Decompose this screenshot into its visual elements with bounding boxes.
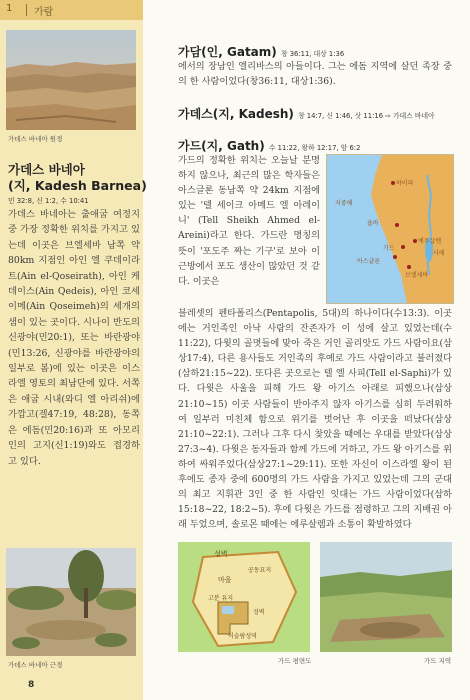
gath-heading: 가드(지, Gath) (178, 139, 265, 153)
gatam-heading: 가담(인, Gatam) (178, 45, 277, 59)
gath-title (178, 137, 360, 154)
map-label-ashkelon: 아스글론 (357, 258, 381, 265)
gath-refs: 수 11:22, 왕하 12:17, 암 6:2 (268, 144, 361, 152)
section-tab (0, 0, 143, 20)
section-name: 가람 (34, 7, 54, 18)
map-label-jerusalem: 예루살렘 (418, 238, 442, 245)
site-plan-mosque: 이슬람성역 (228, 633, 257, 640)
gatam-title (178, 43, 344, 60)
site-plan-tomb: 고분 유지 (208, 595, 234, 602)
photo1-caption: 가데스 바네아 원경 (8, 135, 63, 143)
site-plan-caption: 가드 평면도 (278, 657, 312, 665)
site-plan-village: 마을 (218, 576, 232, 584)
gath-site-plan (178, 542, 310, 652)
kadesh-title (178, 105, 435, 122)
page-number: 8 (28, 680, 35, 690)
kadesh-barnea-title-line1: 가데스 바네아 (8, 162, 85, 177)
map-label-beersheba: 브엘세바 (405, 272, 429, 279)
gath-body-wrap: 가드의 정확한 위치는 오늘날 분명하지 않으나, 최근의 많은 학자들은 아스글론 동남쪽 약 24km 지점에 있는 '텔 세이크 아메드 엘 아레이니' (Tell Sheikh Ahmed el-Areini)라고 한다. 가드란 명칭의 뜻이 '포도주 짜는 기구'로 보아 이 근방에서 포도 생산이 많았던 것 같다. 이곳은 (178, 155, 320, 287)
gath-region-map (326, 154, 454, 304)
site-plan-castle2: 성벽 (253, 609, 265, 616)
gatam-refs: 창 36:11, 대상 1:36 (280, 50, 345, 58)
map-label-haifa: 하이파 (396, 180, 414, 187)
map-label-dead-sea: 사해 (433, 250, 445, 257)
gath-body-full: 블레셋의 펜타폴리스(Pentapolis, 5대)의 하나이다(수13:3). 이곳에는 거인족인 아낙 사람의 잔존자가 이 성에 살고 있었는데(수11:22), 다윗의 골몃들에 맞아 죽은 거인 골리앗도 가드 사람이요(삼상17:4), 다른 용사들도 거인족의 후예로 가드 사람이라고 불러졌다(삼하21:15~22). 또다른 곳으로는 텔 엘 사피(Tell el-Saphi)가 있다. 다윗은 사울을 피해 가드 왕 아기스 아래로 피했으나(삼상21:10~15) 이곳 사람들이 반아주지 않자 아기스를 심히 두려워하여 일부러 미친체 함으로 위기를 벗어난 후 이곳을 떠났다(삼상 21:10~22:1). 그러나 그후 다시 찾았을 때에는 우대를 받았다(삼상 27:3~4). 다윗은 동자들과 함께 가드에 거하고, 가드 왕 아기스를 위하여 싸워주었다(삼상27:1~29:11). 또한 자신이 이스라엘 왕이 된 후에도 종자 중에 600명의 가드 사람을 가지고 있었는데 그의 군대의 최고 지휘관 3인 중 한 사람인 잇대는 가드 사람이었다(삼하 15:18~22, 18:2~5). 후에 다윗은 가드를 점령하고 그의 지배권 아래 두었으며, 솔로몬 때에는 에루살렘과 소통이 확발하였다 (178, 308, 453, 531)
gatam-body: 에서의 장남인 엘리바스의 아들이다. 그는 에돔 지역에 살던 족장 중의 한 사람이었다(창36:11, 대상1:36). (178, 61, 452, 88)
map-label-gath: 가드 (383, 245, 395, 252)
kadesh-barnea-distant-photo (6, 30, 136, 130)
kadesh-barnea-title-line2: (지, Kadesh Barnea) (8, 178, 147, 193)
gath-area-photo (320, 542, 452, 652)
section-header (0, 0, 470, 20)
map-label-mediterranean: 지중해 (335, 200, 353, 207)
kadesh-barnea-refs: 민 32:8, 신 1:2, 수 10:41 (8, 197, 89, 205)
map-label-joppa: 욥바 (367, 220, 379, 227)
kadesh-heading: 가데스(지, Kadesh) (178, 107, 294, 121)
section-divider (26, 4, 27, 16)
section-number: 1 (6, 3, 13, 14)
site-plan-castle: 성벽 (214, 550, 228, 558)
photo3-caption: 가드 지역 (424, 657, 452, 665)
kadesh-barnea-title (8, 162, 147, 194)
photo2-caption: 가데스 바네아 근경 (8, 661, 63, 669)
kadesh-refs: 창 14:7, 신 1:46, 삿 11:16 ⇨ 가데스 바네아 (298, 112, 435, 120)
site-plan-cemetery: 공동묘지 (248, 567, 272, 574)
kadesh-barnea-body: 가데스 바네아는 출애굽 여정지 중 가장 정확한 위치를 가지고 있는데 이곳은 브엘세바 남쪽 약 80km 지점인 아인 엘 쿠데이라트(Ain el-Qoseirath), 아인 케데이스(Ain Qedeis), 아인 코세이메(Ain Qoseimeh)의 세개의 샘이 있는 곳이다. 시나이 반도의 신광야(민20:1), 또는 바란광야(민13:26, 신광야를 바란광야의 일부로 봄)에 있는 이곳은 이스라엘 영토의 최남단에 있다. 서쪽은 애굽 시내(와디 엘 아리쉬)에 가깝고(겔47:19, 48:28), 동쪽은 에돔(민20:16)과 또 아모리인의 고지(신1:19)와도 접경하고 있다. (8, 209, 140, 467)
kadesh-barnea-near-photo (6, 548, 136, 656)
